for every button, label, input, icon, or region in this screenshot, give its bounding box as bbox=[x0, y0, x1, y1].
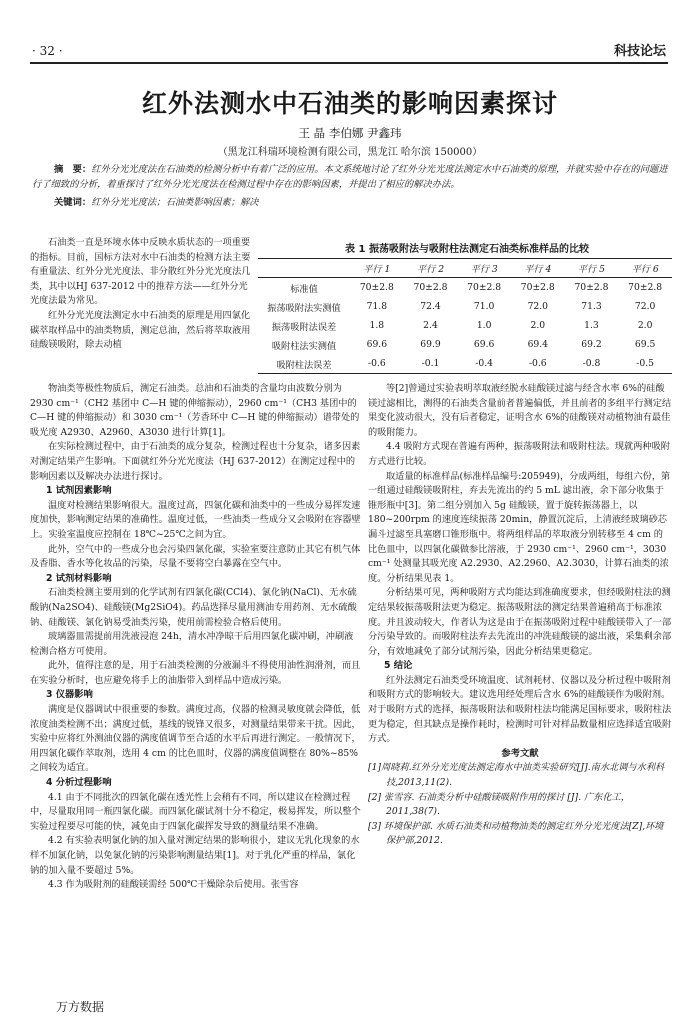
table-header-row bbox=[258, 259, 672, 278]
table-cell: 振荡吸附法实测值 bbox=[267, 302, 341, 314]
page-number: · 32 · bbox=[32, 44, 63, 58]
table-cell: 2.0 bbox=[637, 320, 653, 331]
table-cell: 72.0 bbox=[634, 301, 656, 312]
table-cell: -0.1 bbox=[404, 354, 458, 374]
reference-item: [3] 环境保护部. 水质石油类和动植物油类的测定红外分光光度法[Z],环境保护部,2012. bbox=[368, 820, 664, 847]
table-cell: 2.0 bbox=[530, 320, 546, 331]
table-cell: 70±2.8 bbox=[520, 282, 555, 293]
reference-item: [2] 张雪容. 石油类分析中硅酸镁吸附作用的探讨 [J]. 广东化工，2011,38(7). bbox=[368, 791, 630, 818]
table-header-cell: 平行 3 bbox=[457, 259, 511, 278]
table-row bbox=[258, 278, 672, 298]
table-cell: 71.8 bbox=[366, 301, 388, 312]
body-para: 石油类检测主要用到的化学试剂有四氯化碳(CCl4)、氯化钠(NaCl)、无水硫酸钠(Na2SO4)、硅酸镁(Mg2SiO4)。药品选择尽量用测油专用药剂、无水硫酸钠、硅酸镁、氯化钠易受油类污染，使用前需检验合格后使用。 bbox=[30, 587, 357, 628]
body-para: 此外，空气中的一些成分也会污染四氯化碳，实验室要注意防止其它有机气体及香脂、香水等化妆品的污染，尽量不要将空白暴露在空气中。 bbox=[30, 543, 361, 570]
body-para: 等[2]曾通过实验表明萃取液经脱水硅酸镁过滤与经含水率 6%的硅酸镁过滤相比，测得的石油类含量前者普遍偏低，并且前者的多组平行测定结果变化波动很大，没有后者稳定，证明含水 6%的硅酸镁对动植物油有最佳的吸附能力。 bbox=[368, 383, 672, 438]
column-name: 科技论坛 bbox=[613, 44, 666, 59]
reference-item: [1]周晓莉.红外分光光度法测定海水中油类实验研究[J].南水北调与水利科技,2013,11(2). bbox=[368, 762, 665, 789]
table-cell: 振荡吸附法误差 bbox=[271, 321, 337, 333]
keywords-label: 关键词： bbox=[54, 197, 92, 208]
section-heading: 5 结论 bbox=[384, 660, 413, 672]
body-para: 物油类等极性物质后，测定石油类。总油和石油类的含量均由波数分别为 2930 cm⁻¹（CH2 基团中 C—H 键的伸缩振动），2960 cm⁻¹（CH3 基团中的 C—H 键的伸缩振动）和 3030 cm⁻¹（芳香环中 C—H 键的伸缩振动）谱带处的吸光度 A2930、A2960、A3030 进行计算[1]。 bbox=[30, 383, 360, 438]
body-para: 在实际检测过程中，由于石油类的成分复杂，检测过程也十分复杂，诸多因素对测定结果产生影响。下面就红外分光光度法（HJ 637-2012）在测定过程中的影响因素以及解决办法进行探讨。 bbox=[30, 441, 361, 482]
table-cell: 1.0 bbox=[476, 320, 492, 331]
table-cell: -0.4 bbox=[457, 354, 511, 374]
body-para: 取适量的标准样品(标准样品编号:205949)，分成两组，每组六份，第一组通过硅酸镁吸附柱，弃去先流出的约 5 mL 滤出液，余下部分收集于锥形瓶中[3]。第二组分别加入 5g 硅酸镁，置于旋转振荡器上，以 180~200rpm 的速度连续振荡 20min，静置沉淀后，上清液经玻璃砂芯漏斗过滤至具塞磨口锥形瓶中。将两组样品的萃取液分别转移至 4 cm 的比色皿中，以四氯化碳做参比溶液，于 2930 cm⁻¹、2960 cm⁻¹，3030 cm⁻¹ 处测量其吸光度 A2.2930、A2.2960、A2.3030，计算石油类的浓度。分析结果见表 1。 bbox=[368, 470, 671, 584]
conclusion-para: 红外法测定石油类受环境温度、试剂耗材、仪器以及分析过程中吸附剂和吸附方式的影响较大。建议选用经处理后含水 6%的硅酸镁作为吸附剂。对于吸附方式的选择，振荡吸附法和吸附柱法均能满足国标要求，吸附柱法更为稳定，但其缺点是操作耗时，检测时可针对样品数量相应选择适宜吸附方式。 bbox=[368, 674, 672, 745]
intro-para-1: 石油类一直是环境水体中反映水质状态的一项重要的指标。目前，国标方法对水中石油类的检测方法主要有重量法、红外分光光度法、非分散红外分光光度法几类，其中以HJ 637-2012 中的推荐方法——红外分光光度法最为常见。 bbox=[30, 237, 251, 307]
table-cell: 72.4 bbox=[420, 301, 441, 312]
table-cell: 1.3 bbox=[584, 320, 599, 331]
table-row bbox=[258, 316, 672, 335]
table-cell: -0.5 bbox=[618, 354, 672, 374]
body-right-column bbox=[368, 382, 672, 849]
body-para: 4.3 作为吸附剂的硅酸镁需经 500℃干燥除杂后使用。张雪容 bbox=[48, 879, 299, 891]
intro-column bbox=[30, 236, 252, 353]
body-para: 玻璃器皿需提前用洗液浸泡 24h，清水冲净晾干后用四氯化碳冲刷，冲刷液检测合格方可使用。 bbox=[30, 631, 354, 657]
body-para: 4.1 由于不同批次的四氯化碳在透光性上会稍有不同，所以建议在检测过程中，尽量取用同一瓶四氯化碳。而四氯化碳试剂十分不稳定，极易挥发，所以整个实验过程要尽可能的快，减免由于四氯化碳挥发导致的测量结果不准确。 bbox=[30, 791, 361, 832]
body-para: 4.2 有实验表明氯化钠的加入量对测定结果的影响很小，建议无乳化现象的水样不加氯化钠，以免氯化钠的污染影响测量结果[1]。对于乳化严重的样品，氯化钠的加入量不要超过 5%。 bbox=[30, 835, 360, 876]
section-heading: 2 试剂材料影响 bbox=[46, 572, 112, 584]
keywords bbox=[32, 194, 668, 208]
body-left-column bbox=[30, 382, 362, 893]
table-cell: -0.6 bbox=[511, 354, 565, 374]
table-cell: 69.6 bbox=[366, 339, 388, 350]
comparison-table bbox=[258, 258, 672, 374]
references-heading: 参考文献 bbox=[501, 747, 539, 759]
table-cell: 2.4 bbox=[423, 320, 438, 331]
table-header-cell: 平行 1 bbox=[350, 259, 404, 278]
table-cell: 1.8 bbox=[369, 320, 385, 331]
body-para: 4.4 吸附方式现在普遍有两种，振荡吸附法和吸附柱法。现就两种吸附方式进行比较。 bbox=[368, 441, 670, 467]
intro-para-2: 红外分光光度法测定水中石油类的原理是用四氯化碳萃取样品中的油类物质，测定总油，然后将萃取液用硅酸镁吸附，除去动植 bbox=[30, 309, 251, 351]
table-header-cell: 平行 2 bbox=[404, 259, 458, 278]
article-title: 红外法测水中石油类的影响因素探讨 bbox=[141, 89, 558, 118]
table-header-cell: 平行 6 bbox=[618, 259, 672, 278]
table-row bbox=[258, 297, 672, 316]
section-heading: 4 分析过程影响 bbox=[46, 777, 112, 789]
table-title: 表 1 振荡吸附法与吸附柱法测定石油类标准样品的比较 bbox=[345, 244, 589, 255]
table-cell: -0.6 bbox=[350, 354, 404, 374]
table-cell: 69.9 bbox=[420, 339, 441, 350]
table-header-cell: 平行 4 bbox=[511, 259, 565, 278]
body-para: 此外，值得注意的是，用于石油类检测的分液漏斗不得使用油性润滑剂，而且在实验分析时，也应避免将手上的油脂带入到样品中造成污染。 bbox=[30, 660, 361, 686]
affiliation: （黑龙江科瑞环境检测有限公司，黑龙江 哈尔滨 150000） bbox=[217, 147, 483, 158]
abstract bbox=[32, 162, 668, 192]
authors: 王 晶 李伯娜 尹鑫玮 bbox=[298, 126, 402, 140]
section-heading: 1 试剂因素影响 bbox=[46, 485, 112, 497]
table-cell: 标准值 bbox=[290, 283, 318, 295]
body-para: 温度对检测结果影响很大。温度过高，四氯化碳和油类中的一些成分易挥发速度加快，影响测定结果的准确性。温度过低，一些油类一些成分又会吸附在容器壁上。实验室温度应控制在 18℃~25℃之间为宜。 bbox=[30, 499, 361, 540]
table-cell: -0.8 bbox=[565, 354, 619, 374]
table-cell: 69.5 bbox=[634, 339, 656, 350]
table-cell: 70±2.8 bbox=[359, 282, 394, 293]
table-cell: 吸附柱法实测值 bbox=[271, 340, 337, 352]
table-cell: 72.0 bbox=[527, 301, 549, 312]
table-cell: 70±2.8 bbox=[628, 282, 663, 293]
abstract-text: 红外分光光度法在石油类的检测分析中有着广泛的应用。本文系统地讨论了红外分光光度法测定水中石油类的原理，并就实验中存在的问题进行了细致的分析，着重探讨了红外分光光度法在检测过程中存在的影响因素，并提出了相应的解决办法。 bbox=[32, 164, 668, 190]
table-cell: 71.3 bbox=[581, 301, 602, 312]
table-row bbox=[258, 335, 672, 354]
body-para: 分析结果可见，两种吸附方式均能达到准确度要求，但经吸附柱法的测定结果较振荡吸附法更为稳定。振荡吸附法的测定结果普遍稍高于标准浓度。并且波动较大，作者认为这是由于在振荡吸附过程中硅酸镁带入了一部分污染导致的。而吸附柱法弃去先流出的冲洗硅酸镁的滤出液，采集剩余部分，有效地减免了部分试剂污染，因此分析结果更稳定。 bbox=[368, 587, 672, 657]
table-row bbox=[258, 354, 672, 374]
table-cell: 71.0 bbox=[473, 301, 495, 312]
header-rule bbox=[30, 62, 668, 64]
table-cell: 69.2 bbox=[581, 339, 602, 350]
section-heading: 3 仪器影响 bbox=[46, 689, 93, 701]
abstract-label: 摘 要： bbox=[54, 164, 92, 175]
table-cell: 70±2.8 bbox=[413, 282, 448, 293]
keywords-text: 红外分光光度法；石油类影响因素；解决 bbox=[91, 197, 259, 208]
table-cell: 69.6 bbox=[473, 339, 495, 350]
table-header-cell bbox=[258, 259, 350, 278]
footer-watermark: 万方数据 bbox=[56, 1000, 105, 1014]
table-cell: 70±2.8 bbox=[574, 282, 609, 293]
table-header-cell: 平行 5 bbox=[565, 259, 619, 278]
body-para: 满度是仪器调试中很重要的参数。满度过高，仪器的检测灵敏度就会降低，低浓度油类检测不出；满度过低，基线的锐锋又很多，对测量结果带来干扰。因此，实验中应将红外测油仪器的满度值调节至合适的水平后再进行测定。一般情况下，用四氯化碳作萃取剂，选用 4 cm 的比色皿时，仪器的满度值调整在 80%~85%之间较为适宜。 bbox=[30, 704, 361, 774]
table-cell: 70±2.8 bbox=[467, 282, 502, 293]
table-cell: 吸附柱法误差 bbox=[258, 354, 350, 374]
table-cell: 69.4 bbox=[527, 339, 549, 350]
